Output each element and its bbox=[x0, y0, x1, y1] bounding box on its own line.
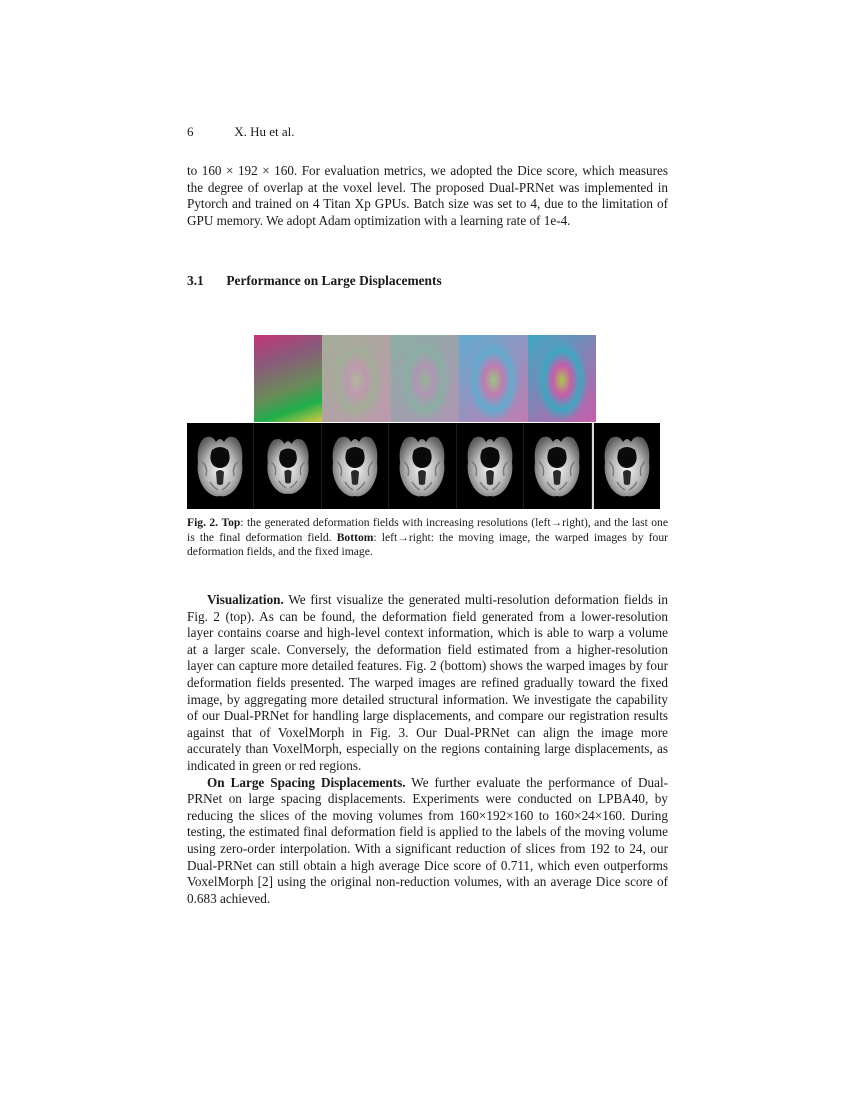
deformation-field-4 bbox=[459, 335, 527, 422]
caption-bottom-text: : left→right: the moving image, the warped images by four deformation fields, and the fixed image. bbox=[187, 530, 668, 559]
visualization-text: We first visualize the generated multi-resolution deformation fields in Fig. 2 (top). As can be found, the deformation field generated from a lower-resolution layer contains coarse and high-level context information, which is able to warp a volume at a larger scale. Conversely, the deformation field estimated from a higher-resolution layer can capture more detailed features. Fig. 2 (bottom) shows the warped images by four deformation fields presented. The warped images are refined gradually toward the fixed image, by aggregating more detailed structural information. We investigate the capability of our Dual-PRNet for handling large displacements, and compare our registration results against that of VoxelMorph in Fig. 3. Our Dual-PRNet can align the image more accurately than VoxelMorph, especially on the regions containing large displacements, as indicated in green or red regions. bbox=[187, 592, 668, 773]
deformation-field-5 bbox=[528, 335, 596, 422]
brain-image-fixed bbox=[592, 423, 660, 509]
caption-label: Fig. 2. bbox=[187, 516, 219, 529]
page-number: 6 bbox=[187, 124, 194, 139]
running-authors: X. Hu et al. bbox=[234, 124, 295, 139]
section-title: Performance on Large Displacements bbox=[226, 273, 442, 288]
section-heading bbox=[187, 273, 442, 289]
deformation-fields-row bbox=[254, 335, 596, 422]
large-spacing-heading: On Large Spacing Displacements. bbox=[207, 774, 406, 790]
intro-paragraph-block bbox=[187, 163, 668, 229]
brain-images-row bbox=[187, 423, 660, 509]
figure-caption bbox=[187, 516, 668, 560]
running-head bbox=[187, 124, 295, 140]
large-spacing-paragraph bbox=[187, 775, 668, 908]
brain-image-warped-2 bbox=[322, 423, 389, 509]
caption-top-label: Top bbox=[221, 516, 241, 529]
caption-bottom-label: Bottom bbox=[336, 530, 374, 544]
deformation-field-2 bbox=[322, 335, 390, 422]
intro-paragraph: to 160 × 192 × 160. For evaluation metrics, we adopted the Dice score, which measures the degree of overlap at the voxel level. The proposed Dual-PRNet was implemented in Pytorch and trained on 4 Titan Xp GPUs. Batch size was set to 4, due to the limitation of GPU memory. We adopt Adam optimization with a learning rate of 1e-4. bbox=[187, 163, 668, 228]
visualization-paragraph bbox=[187, 592, 668, 775]
brain-image-warped-3 bbox=[389, 423, 456, 509]
visualization-heading: Visualization. bbox=[207, 592, 284, 607]
brain-image-warped-5 bbox=[524, 423, 591, 509]
brain-image-warped-4 bbox=[457, 423, 524, 509]
brain-image-moving bbox=[187, 423, 254, 509]
large-spacing-text: We further evaluate the performance of Dual-PRNet on large spacing displacements. Experiments were conducted on LPBA40, by reducing the slices of the moving volumes from 160×192×160 to 160×24×160. During testing, the estimated final deformation field is applied to the labels of the moving volume using zero-order interpolation. With a significant reduction of slices from 192 to 24, our Dual-PRNet can still obtain a high average Dice score of 0.711, which even outperforms VoxelMorph [2] using the original non-reduction volumes, with an average Dice score of 0.683 achieved. bbox=[187, 774, 669, 906]
brain-image-warped-1 bbox=[254, 423, 321, 509]
deformation-field-1 bbox=[254, 335, 322, 422]
body-text bbox=[187, 592, 668, 907]
caption-top-text: : the generated deformation fields with increasing resolutions (left→right), and the last one is the final deformation field. bbox=[187, 516, 668, 544]
section-number: 3.1 bbox=[187, 273, 204, 288]
deformation-field-3 bbox=[391, 335, 459, 422]
